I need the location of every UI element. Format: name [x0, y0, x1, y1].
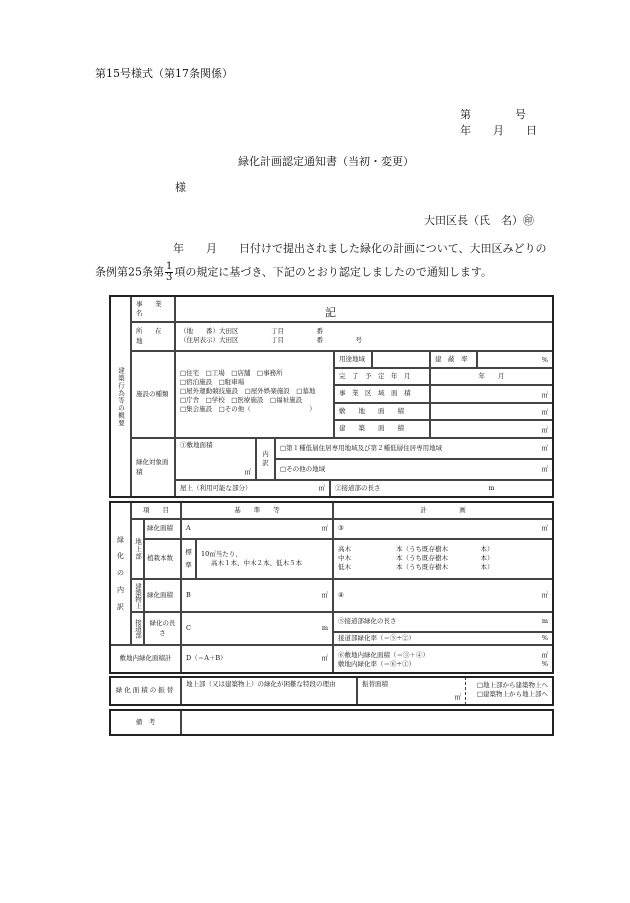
facility-option-row[interactable]: □庁舎 □学校 □医療施設 □福祉施設 [180, 396, 303, 405]
zone1-checkbox[interactable]: □第１種低層住居専用地域及び第２種低層住居専用地域 [280, 443, 443, 452]
tree-count: 本（うち既存樹木 本） [396, 554, 494, 563]
project-name-label: 事 業 名 [131, 296, 175, 322]
body-line-2b: 項の規定に基づき、下記のとおり認定しましたので通知します。 [174, 265, 493, 279]
sqm-unit: ㎡ [321, 590, 328, 599]
planting-label: 植栽本数 [144, 539, 181, 579]
site-total-label: 敷地内緑化面積計 [110, 645, 181, 673]
tree-count: 本（うち既存樹木 本） [396, 545, 494, 553]
overview-table-border [109, 295, 554, 498]
site-rate-label: 敷地内緑化率（＝⑥÷①） [338, 660, 415, 669]
p6-label: ⑥敷地内緑化面積（＝③＋④） [338, 651, 429, 659]
p5-label: ⑤接道部緑化の長さ [338, 617, 397, 626]
standard-header: 基 準 等 [181, 502, 333, 519]
transfer-option-2[interactable]: □建築物上から地上部へ [476, 690, 548, 699]
breakdown-text: 内訳 [262, 449, 269, 467]
sqm-unit: ㎡ [321, 524, 328, 533]
tree-type: 中木 [338, 554, 351, 563]
percent-unit: % [541, 355, 548, 364]
sqm-unit: ㎡ [321, 654, 328, 663]
green-length-label: 緑化の長さ [144, 612, 181, 645]
plan-header: 計 画 [333, 502, 553, 519]
frontage-label: ②接道部の長さ [335, 483, 381, 492]
frontage-text: 接道部 [134, 618, 143, 639]
a-label: A [186, 524, 191, 533]
remarks-label: 備 考 [110, 710, 181, 735]
body-line-2a: 条例第25条第 [95, 265, 164, 279]
body-line-2 [95, 262, 492, 283]
m-unit: m [488, 483, 495, 492]
coverage-label: 建 蔽 率 [430, 351, 477, 368]
sqm-unit: ㎡ [541, 651, 548, 659]
document-date: 年 月 日 [460, 124, 537, 137]
m-unit: m [541, 617, 548, 626]
tree-type: 高木 [338, 545, 351, 553]
facility-option-row[interactable]: □屋外運動競技施設 □屋外娯楽施設 □墓地 [180, 387, 316, 396]
remarks-table-border [109, 709, 554, 736]
facility-option-row[interactable]: □住宅 □工場 □店舗 □事務所 [180, 369, 283, 377]
sqm-unit: ㎡ [541, 425, 548, 434]
b-label: B [186, 590, 191, 599]
percent-unit: % [541, 633, 548, 642]
sqm-unit: ㎡ [541, 390, 548, 399]
project-area-label: 事 業 区 域 面 積 [334, 385, 430, 403]
transfer-reason[interactable]: 地上部（又は建築物上）の緑化が困難な特段の理由 [181, 677, 357, 705]
site-area-label: 敷 地 面 積 [334, 403, 430, 420]
body-line-1: 年 月 日付けで提出されました緑化の計画について、大田区みどりの [173, 242, 547, 255]
fraction [165, 262, 173, 283]
sqm-unit: ㎡ [541, 464, 548, 473]
location-line-1: （地 番）大田区 丁目 番 [180, 327, 323, 335]
location-line-2: （住居表示）大田区 丁目 番 号 [180, 336, 362, 345]
form-number: 第15号様式（第17条関係） [95, 67, 233, 80]
percent-unit: % [541, 660, 548, 669]
sqm-unit: ㎡ [541, 407, 548, 416]
overview-section-text: 建築行為等の概要 [117, 366, 126, 427]
d-label: D（＝A＋B） [186, 654, 227, 663]
building-green-area-label: 緑化面積 [144, 579, 181, 612]
zone-other-checkbox[interactable]: □その他の地域 [280, 464, 326, 473]
m-unit: m [321, 623, 328, 632]
tree-count: 本（うち既存樹木 本） [396, 563, 494, 572]
greening-table-border [109, 501, 554, 674]
item-header: 項 目 [131, 502, 181, 519]
facility-option-row[interactable]: □宿泊施設 □駐車場 [180, 378, 245, 387]
location-label: 所 在 地 [131, 322, 175, 351]
completion-value[interactable]: 年 月 [430, 368, 553, 385]
transfer-table-border [109, 676, 554, 706]
greening-section-text: 緑化の内訳 [117, 535, 124, 611]
transfer-option-1[interactable]: □地上部から建築物上へ [476, 681, 548, 689]
ground-text: 地上部 [134, 537, 143, 561]
p3-label: ③ [338, 524, 344, 533]
completion-label: 完 了 予 定 年 月 [334, 368, 430, 385]
transfer-area-label: 振替面積 [362, 680, 388, 688]
frontage-rate-label: 接道部緑化率（＝⑤÷②） [338, 633, 415, 642]
sqm-unit: ㎡ [244, 467, 251, 476]
p4-label: ④ [338, 590, 344, 599]
sqm-unit: ㎡ [541, 443, 548, 452]
site-area-1-label: ①敷地面積 [180, 441, 213, 449]
tree-type: 低木 [338, 563, 351, 572]
sqm-unit: ㎡ [454, 692, 461, 701]
issuer: 大田区長（氏 名）㊞ [424, 214, 534, 227]
addressee: 様 [175, 181, 186, 194]
fraction-numerator: 1 [166, 261, 173, 272]
standard-line-2: 高木１本、中木２本、低木５本 [211, 559, 302, 568]
transfer-label: 緑化面積の振替 [110, 677, 181, 705]
sqm-unit: ㎡ [318, 483, 325, 492]
ground-green-area-label: 緑化面積 [144, 519, 181, 539]
standard-line-1: 10㎡当たり、 [201, 550, 242, 558]
facility-option-row[interactable]: □集会施設 □その他（ ） [180, 405, 316, 414]
facility-type-label: 施設の種類 [131, 351, 175, 438]
on-building-text: 建築物上 [134, 582, 143, 609]
ki-heading: 記 [325, 306, 336, 319]
use-zone-label: 用途地域 [334, 351, 372, 368]
standard-text: 標準 [185, 548, 192, 569]
building-area-label: 建 築 面 積 [334, 420, 430, 438]
sqm-unit: ㎡ [541, 590, 548, 599]
document-number: 第 号 [460, 108, 526, 121]
page-title: 緑化計画認定通知書（当初・変更） [238, 155, 414, 168]
rooftop-label: 屋上（利用可能な部分） [180, 483, 252, 492]
green-target-label: 緑化対象面積 [131, 438, 175, 497]
c-label: C [186, 623, 191, 632]
fraction-denominator: 3 [166, 272, 173, 283]
sqm-unit: ㎡ [541, 524, 548, 533]
